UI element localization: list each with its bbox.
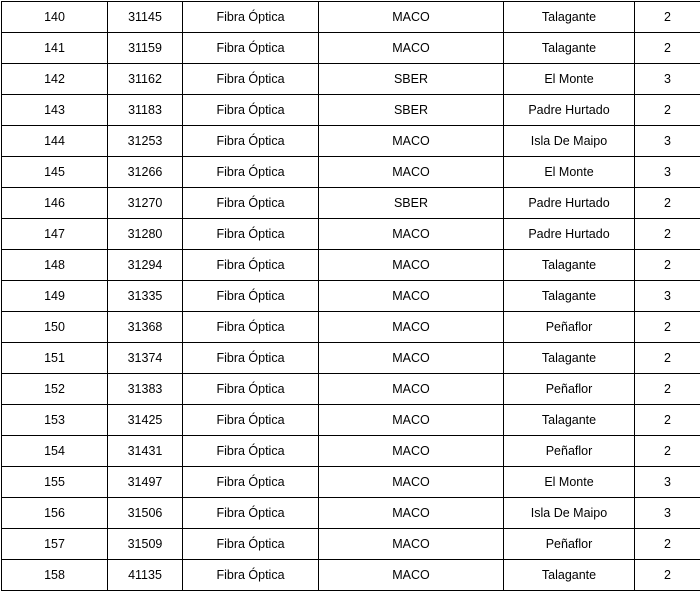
row-number-cell: 148	[2, 250, 108, 281]
value-cell: 2	[635, 405, 700, 436]
technology-cell: Fibra Óptica	[183, 33, 319, 64]
commune-cell: El Monte	[504, 467, 635, 498]
value-cell: 2	[635, 2, 700, 33]
technology-cell: Fibra Óptica	[183, 343, 319, 374]
operator-cell: MACO	[319, 343, 504, 374]
value-cell: 3	[635, 157, 700, 188]
value-cell: 2	[635, 374, 700, 405]
technology-cell: Fibra Óptica	[183, 188, 319, 219]
operator-cell: MACO	[319, 436, 504, 467]
id-cell: 31162	[108, 64, 183, 95]
operator-cell: SBER	[319, 64, 504, 95]
technology-cell: Fibra Óptica	[183, 498, 319, 529]
technology-cell: Fibra Óptica	[183, 467, 319, 498]
row-number-cell: 155	[2, 467, 108, 498]
row-number-cell: 156	[2, 498, 108, 529]
commune-cell: Peñaflor	[504, 529, 635, 560]
table-row	[2, 2, 700, 33]
row-number-cell: 140	[2, 2, 108, 33]
table-row	[2, 343, 700, 374]
table-row	[2, 33, 700, 64]
table-row	[2, 498, 700, 529]
commune-cell: Peñaflor	[504, 374, 635, 405]
table-row	[2, 436, 700, 467]
row-number-cell: 141	[2, 33, 108, 64]
commune-cell: Talagante	[504, 343, 635, 374]
technology-cell: Fibra Óptica	[183, 157, 319, 188]
operator-cell: MACO	[319, 281, 504, 312]
commune-cell: Talagante	[504, 560, 635, 591]
row-number-cell: 147	[2, 219, 108, 250]
table-row	[2, 529, 700, 560]
table-row	[2, 405, 700, 436]
operator-cell: MACO	[319, 312, 504, 343]
commune-cell: Padre Hurtado	[504, 188, 635, 219]
operator-cell: SBER	[319, 95, 504, 126]
id-cell: 31270	[108, 188, 183, 219]
commune-cell: Isla De Maipo	[504, 126, 635, 157]
commune-cell: Talagante	[504, 2, 635, 33]
value-cell: 2	[635, 219, 700, 250]
row-number-cell: 157	[2, 529, 108, 560]
row-number-cell: 153	[2, 405, 108, 436]
id-cell: 31183	[108, 95, 183, 126]
technology-cell: Fibra Óptica	[183, 281, 319, 312]
operator-cell: MACO	[319, 2, 504, 33]
row-number-cell: 158	[2, 560, 108, 591]
value-cell: 3	[635, 467, 700, 498]
commune-cell: Padre Hurtado	[504, 95, 635, 126]
operator-cell: SBER	[319, 188, 504, 219]
table-row	[2, 467, 700, 498]
value-cell: 2	[635, 33, 700, 64]
technology-cell: Fibra Óptica	[183, 250, 319, 281]
row-number-cell: 152	[2, 374, 108, 405]
commune-cell: Talagante	[504, 281, 635, 312]
commune-cell: Padre Hurtado	[504, 219, 635, 250]
operator-cell: MACO	[319, 467, 504, 498]
table-row	[2, 188, 700, 219]
value-cell: 2	[635, 436, 700, 467]
id-cell: 31335	[108, 281, 183, 312]
technology-cell: Fibra Óptica	[183, 436, 319, 467]
operator-cell: MACO	[319, 157, 504, 188]
row-number-cell: 154	[2, 436, 108, 467]
row-number-cell: 151	[2, 343, 108, 374]
commune-cell: Talagante	[504, 405, 635, 436]
operator-cell: MACO	[319, 498, 504, 529]
commune-cell: Talagante	[504, 33, 635, 64]
table-row	[2, 560, 700, 591]
technology-cell: Fibra Óptica	[183, 312, 319, 343]
table-body	[2, 2, 700, 591]
table-row	[2, 126, 700, 157]
id-cell: 31145	[108, 2, 183, 33]
id-cell: 31431	[108, 436, 183, 467]
row-number-cell: 145	[2, 157, 108, 188]
operator-cell: MACO	[319, 33, 504, 64]
value-cell: 2	[635, 343, 700, 374]
technology-cell: Fibra Óptica	[183, 405, 319, 436]
row-number-cell: 143	[2, 95, 108, 126]
commune-cell: Peñaflor	[504, 312, 635, 343]
commune-cell: Peñaflor	[504, 436, 635, 467]
table-row	[2, 250, 700, 281]
commune-cell: Isla De Maipo	[504, 498, 635, 529]
table-row	[2, 64, 700, 95]
technology-cell: Fibra Óptica	[183, 64, 319, 95]
id-cell: 31159	[108, 33, 183, 64]
id-cell: 31497	[108, 467, 183, 498]
operator-cell: MACO	[319, 405, 504, 436]
technology-cell: Fibra Óptica	[183, 219, 319, 250]
id-cell: 31294	[108, 250, 183, 281]
value-cell: 2	[635, 188, 700, 219]
technology-cell: Fibra Óptica	[183, 95, 319, 126]
commune-cell: Talagante	[504, 250, 635, 281]
id-cell: 31383	[108, 374, 183, 405]
id-cell: 31368	[108, 312, 183, 343]
operator-cell: MACO	[319, 374, 504, 405]
table-row	[2, 281, 700, 312]
row-number-cell: 144	[2, 126, 108, 157]
value-cell: 3	[635, 126, 700, 157]
value-cell: 2	[635, 529, 700, 560]
table-row	[2, 374, 700, 405]
operator-cell: MACO	[319, 560, 504, 591]
table-row	[2, 95, 700, 126]
value-cell: 2	[635, 560, 700, 591]
row-number-cell: 150	[2, 312, 108, 343]
value-cell: 2	[635, 312, 700, 343]
operator-cell: MACO	[319, 219, 504, 250]
value-cell: 3	[635, 281, 700, 312]
row-number-cell: 142	[2, 64, 108, 95]
technology-cell: Fibra Óptica	[183, 2, 319, 33]
technology-cell: Fibra Óptica	[183, 560, 319, 591]
value-cell: 2	[635, 250, 700, 281]
operator-cell: MACO	[319, 250, 504, 281]
id-cell: 31374	[108, 343, 183, 374]
technology-cell: Fibra Óptica	[183, 529, 319, 560]
table-row	[2, 312, 700, 343]
value-cell: 3	[635, 498, 700, 529]
table-row	[2, 157, 700, 188]
id-cell: 31280	[108, 219, 183, 250]
id-cell: 31266	[108, 157, 183, 188]
row-number-cell: 149	[2, 281, 108, 312]
id-cell: 41135	[108, 560, 183, 591]
id-cell: 31506	[108, 498, 183, 529]
operator-cell: MACO	[319, 529, 504, 560]
id-cell: 31253	[108, 126, 183, 157]
data-table	[1, 1, 700, 591]
id-cell: 31509	[108, 529, 183, 560]
table-row	[2, 219, 700, 250]
technology-cell: Fibra Óptica	[183, 126, 319, 157]
id-cell: 31425	[108, 405, 183, 436]
value-cell: 2	[635, 95, 700, 126]
technology-cell: Fibra Óptica	[183, 374, 319, 405]
operator-cell: MACO	[319, 126, 504, 157]
commune-cell: El Monte	[504, 64, 635, 95]
value-cell: 3	[635, 64, 700, 95]
commune-cell: El Monte	[504, 157, 635, 188]
row-number-cell: 146	[2, 188, 108, 219]
